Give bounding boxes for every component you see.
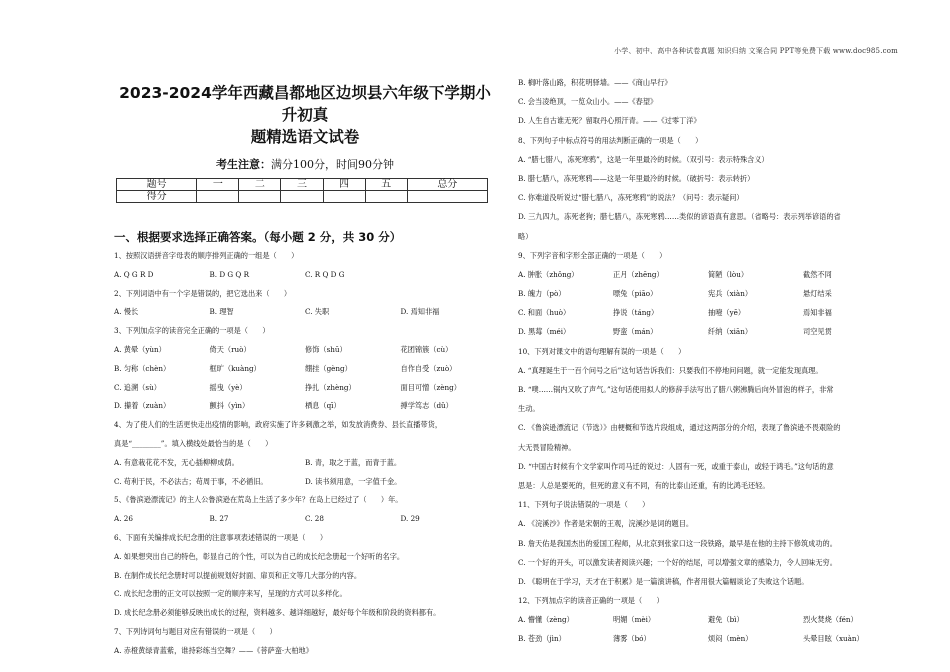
question-6-option-c: C. 成长纪念册的正文可以按照一定的顺序来写，呈现的方式可以多样化。 — [114, 589, 347, 599]
option-word: C. 追溯（sù） — [114, 382, 161, 392]
question-8-option-d-continued: 略） — [518, 231, 533, 241]
left-column — [114, 78, 496, 665]
question-8-option-b: B. 腊七腊八，冻死寒鸦——这是一年里最冷的时候。（破折号：表示转折） — [518, 173, 755, 183]
question-7-option-d: D. 人生自古谁无死？留取丹心照汗青。——《过零丁洋》 — [518, 116, 701, 126]
option-word: 烦闷（mèn） — [708, 634, 753, 644]
option: D. 读书须用意，一字值千金。 — [305, 476, 402, 486]
exam-title — [114, 82, 496, 148]
question-12: 12、下列加点字的读音正确的一项是（ ） — [518, 596, 664, 606]
option-word: A. 黄晕（yùn） — [114, 344, 166, 354]
score-header-cell: 二 — [239, 179, 281, 191]
question-6-option-d: D. 成长纪念册必须能够反映出成长的过程，资料越多、越详细越好，最好每个年级和阶段的资料都有。 — [114, 608, 441, 618]
score-header-cell: 一 — [197, 179, 239, 191]
right-column — [518, 78, 898, 654]
question-10: 10、下列对课文中的语句理解有误的一项是（ ） — [518, 346, 686, 356]
question-10-option-d-continued: 思是：人总是要死的，但死的意义有不同，有的比泰山还重，有的比鸿毛还轻。 — [518, 480, 770, 490]
option-word: 纤纳（xiān） — [708, 327, 753, 337]
option: C. 苟利于民，不必法古；苟周于事，不必循旧。 — [114, 476, 268, 486]
option-word: 头晕目眩（xuàn） — [803, 634, 864, 644]
option-word: 摇曳（yè） — [209, 382, 247, 392]
option: C. R Q D G — [305, 269, 345, 279]
question-8-option-a: A. “腊七腊八，冻死寒鸦”，这是一年里最冷的时候。（双引号：表示特殊含义） — [518, 154, 769, 164]
option-word: 薄雾（bó） — [613, 634, 651, 644]
option-word: B. 魄力（pò） — [518, 289, 566, 299]
score-table-row — [117, 191, 488, 203]
score-table — [116, 178, 488, 203]
option: A. 慢长 — [114, 307, 139, 317]
question-10-option-a: A. “真理诞生于一百个问号之后”这句话告诉我们：只要我们不停地问问题，就一定能发现真理。 — [518, 365, 823, 375]
exam-notice — [114, 156, 496, 172]
option-word: 抽噎（yē） — [708, 308, 746, 318]
question-11-option-d: D. 《聪明在于学习，天才在于积累》是一篇演讲稿，作者用很大篇幅谈论了失败这个话题。 — [518, 576, 809, 586]
score-cell[interactable] — [239, 191, 281, 203]
option-word: D. 黑莓（méi） — [518, 327, 571, 337]
option-word: 避免（bì） — [708, 615, 744, 625]
score-header-cell: 五 — [365, 179, 407, 191]
notice-text: 满分100分，时间90分钟 — [271, 158, 394, 171]
option-word: 挣扎（zhèng） — [305, 382, 356, 392]
option-word: 搏学笃志（dǔ） — [400, 401, 453, 411]
score-header-cell: 总分 — [407, 179, 487, 191]
question-8: 8、下列句子中标点符号的用法判断正确的一项是（ ） — [518, 135, 703, 145]
option-word: 野蛮（mán） — [613, 327, 658, 337]
option: B. 27 — [209, 514, 229, 524]
question-9-option-d — [518, 327, 898, 337]
question-11-option-a: A. 《浣溪沙》作者是宋朝的王观，浣溪沙是词的题目。 — [518, 519, 694, 529]
question-6-option-b: B. 在制作成长纪念册时可以提前规划好封面、扉页和正文等几大部分的内容。 — [114, 570, 362, 580]
question-1-options — [114, 270, 496, 280]
option-word: D. 攥着（zuàn） — [114, 401, 171, 411]
question-2-options — [114, 307, 496, 317]
section-heading-1: 一、根据要求选择正确答案。（每小题 2 分，共 30 分） — [114, 230, 402, 244]
question-8-option-c: C. 你难道没听说过“腊七腊八，冻死寒鸦”的说法？（问号：表示疑问） — [518, 193, 744, 203]
question-1: 1、按照汉语拼音字母表的顺序排列正确的一组是（ ） — [114, 251, 299, 260]
question-6-option-a: A. 如果想突出自己的特色，彰显自己的个性，可以为自己的成长纪念册起一个好听的名字。 — [114, 551, 405, 561]
question-7: 7、下列诗词句与题目对应有错误的一项是（ ） — [114, 626, 277, 636]
question-10-option-c: C. 《鲁滨逊漂流记（节选）》由梗概和节选片段组成，通过这两部分的介绍，表现了鲁滨逊不畏艰险的 — [518, 423, 841, 433]
option-word: 正月（zhēng） — [613, 269, 664, 279]
question-12-option-a — [518, 615, 898, 625]
option-word: 倚天（ruò） — [209, 344, 251, 354]
option-word: C. 和面（huò） — [518, 308, 571, 318]
option-word: 焉知非福 — [803, 308, 832, 318]
option-word: A. 懵懂（zèng） — [518, 615, 574, 625]
score-cell[interactable] — [197, 191, 239, 203]
question-7-option-b: B. 榈叶落山路，积花明驿墙。——《商山早行》 — [518, 78, 672, 87]
option-word: 烈火焚烧（fén） — [803, 615, 858, 625]
question-12-option-b — [518, 634, 898, 644]
option: C. 28 — [305, 514, 324, 524]
question-2: 2、下列词语中有一个字是错误的，把它选出来（ ） — [114, 288, 292, 298]
option-word: 自作自受（zuò） — [400, 363, 457, 373]
question-9-option-c — [518, 308, 898, 318]
option: A. 26 — [114, 514, 133, 524]
option-word: 挣说（táng） — [613, 308, 659, 318]
option-word: A. 肿胀（zhǒng） — [518, 269, 579, 279]
question-3: 3、下列加点字的读音完全正确的一项是（ ） — [114, 326, 270, 336]
option: D. 29 — [400, 514, 420, 524]
option-word: 颤抖（yìn） — [209, 401, 250, 411]
option-word: 明媚（mèi） — [613, 615, 656, 625]
option-word: 嘌兔（piāo） — [613, 289, 658, 299]
option: C. 失职 — [305, 307, 330, 317]
score-cell[interactable] — [323, 191, 365, 203]
option: A. Q G R D — [114, 269, 154, 279]
question-9-option-a — [518, 270, 898, 280]
option-word: 框旷（kuàng） — [209, 363, 261, 373]
question-3-option-a — [114, 345, 496, 355]
option: B. 青，取之于蓝，而青于蓝。 — [305, 457, 402, 467]
title-line-1: 2023-2024学年西藏昌都地区边坝县六年级下学期小升初真 — [119, 84, 491, 124]
question-7-option-a: A. 赤橙黄绿青蓝紫，谁持彩练当空舞？——《菩萨蛮·大柏地》 — [114, 645, 313, 655]
option-word: 修饰（shū） — [305, 344, 347, 354]
question-10-option-b-continued: 生动。 — [518, 404, 540, 414]
score-header-cell: 四 — [323, 179, 365, 191]
question-4-options-ab — [114, 458, 496, 468]
question-10-option-c-continued: 大无畏冒险精神。 — [518, 442, 576, 452]
score-header-cell: 题号 — [117, 179, 197, 191]
question-9-option-b — [518, 289, 898, 299]
question-11-option-b: B. 詹天佑是我国杰出的爱国工程师，从北京到张家口这一段铁路，最早是在他的主持下修筑成功的。 — [518, 538, 837, 548]
question-11: 11、下列句子说法错误的一项是（ ） — [518, 500, 650, 510]
question-7-option-c: C. 会当凌绝顶，一览众山小。——《春望》 — [518, 97, 658, 107]
option-word: B. 苍劲（jìn） — [518, 634, 566, 644]
option: B. D G Q R — [209, 269, 250, 279]
question-3-option-c — [114, 383, 496, 393]
option-word: 简陋（lòu） — [708, 269, 749, 279]
title-line-2: 题精选语文试卷 — [250, 128, 360, 146]
score-header-cell: 三 — [281, 179, 323, 191]
question-9: 9、下列字音和字形全部正确的一项是（ ） — [518, 250, 667, 260]
score-row-label: 得分 — [117, 191, 197, 203]
option-word: 宪兵（xiàn） — [708, 289, 753, 299]
question-5: 5、《鲁滨逊漂流记》的主人公鲁滨逊在荒岛上生活了多少年？在岛上已经过了（ ）年。 — [114, 495, 403, 505]
option-word: 花团锦簇（cù） — [400, 344, 453, 354]
question-10-option-b: B. “噗……锅内又吹了声气。”这句话使用拟人的修辞手法写出了腊八粥沸腾后向外冒泡的样子，非常 — [518, 385, 834, 394]
question-4-options-cd — [114, 477, 496, 487]
watermark: 小学、初中、高中各种试卷真题 知识归纳 文案合同 PPT等免费下载 www.doc985.com — [614, 47, 898, 55]
score-cell[interactable] — [407, 191, 487, 203]
option-word: 面目可憎（zèng） — [400, 382, 461, 392]
question-3-option-b — [114, 364, 496, 374]
option-word: 悬灯结采 — [803, 289, 832, 299]
option: B. 理智 — [209, 307, 234, 317]
score-table-header — [117, 179, 488, 191]
question-4: 4、为了使人们的生活更快走出疫情的影响，政府实施了许多刺激之举，如发放消费券、县长直播带货， — [114, 420, 443, 430]
question-5-options — [114, 514, 496, 524]
option-word: 司空见贯 — [803, 327, 832, 337]
score-cell[interactable] — [281, 191, 323, 203]
question-10-option-d: D. “中国古时候有个文学家叫作司马迁的说过：人固有一死，或重于泰山，或轻于鸿毛。”这句话的意 — [518, 461, 834, 471]
notice-label: 考生注意： — [216, 158, 271, 171]
score-cell[interactable] — [365, 191, 407, 203]
option: D. 焉知非福 — [400, 307, 440, 317]
question-11-option-c: C. 一个好的开头，可以激发读者阅读兴趣；一个好的结尾，可以增强文章的感染力，令人回味无穷。 — [518, 557, 837, 567]
option-word: 绷挂（gèng） — [305, 363, 352, 373]
option: A. 有意栽花花不发，无心插柳柳成荫。 — [114, 457, 239, 467]
question-3-option-d — [114, 401, 496, 411]
question-6: 6、下面有关编排成长纪念册的注意事项表述错误的一项是（ ） — [114, 532, 328, 542]
question-8-option-d: D. 三九四九，冻死老狗；腊七腊八，冻死寒鸦……类似的谚语真有意思。（省略号：表示列举谚语的省 — [518, 212, 841, 222]
option-word: 栖息（qī） — [305, 401, 341, 411]
question-4-continued: 真是“________”。填入横线处最恰当的是（ ） — [114, 438, 273, 448]
option-word: 截然不同 — [803, 269, 832, 279]
option-word: B. 匀称（chèn） — [114, 363, 171, 373]
